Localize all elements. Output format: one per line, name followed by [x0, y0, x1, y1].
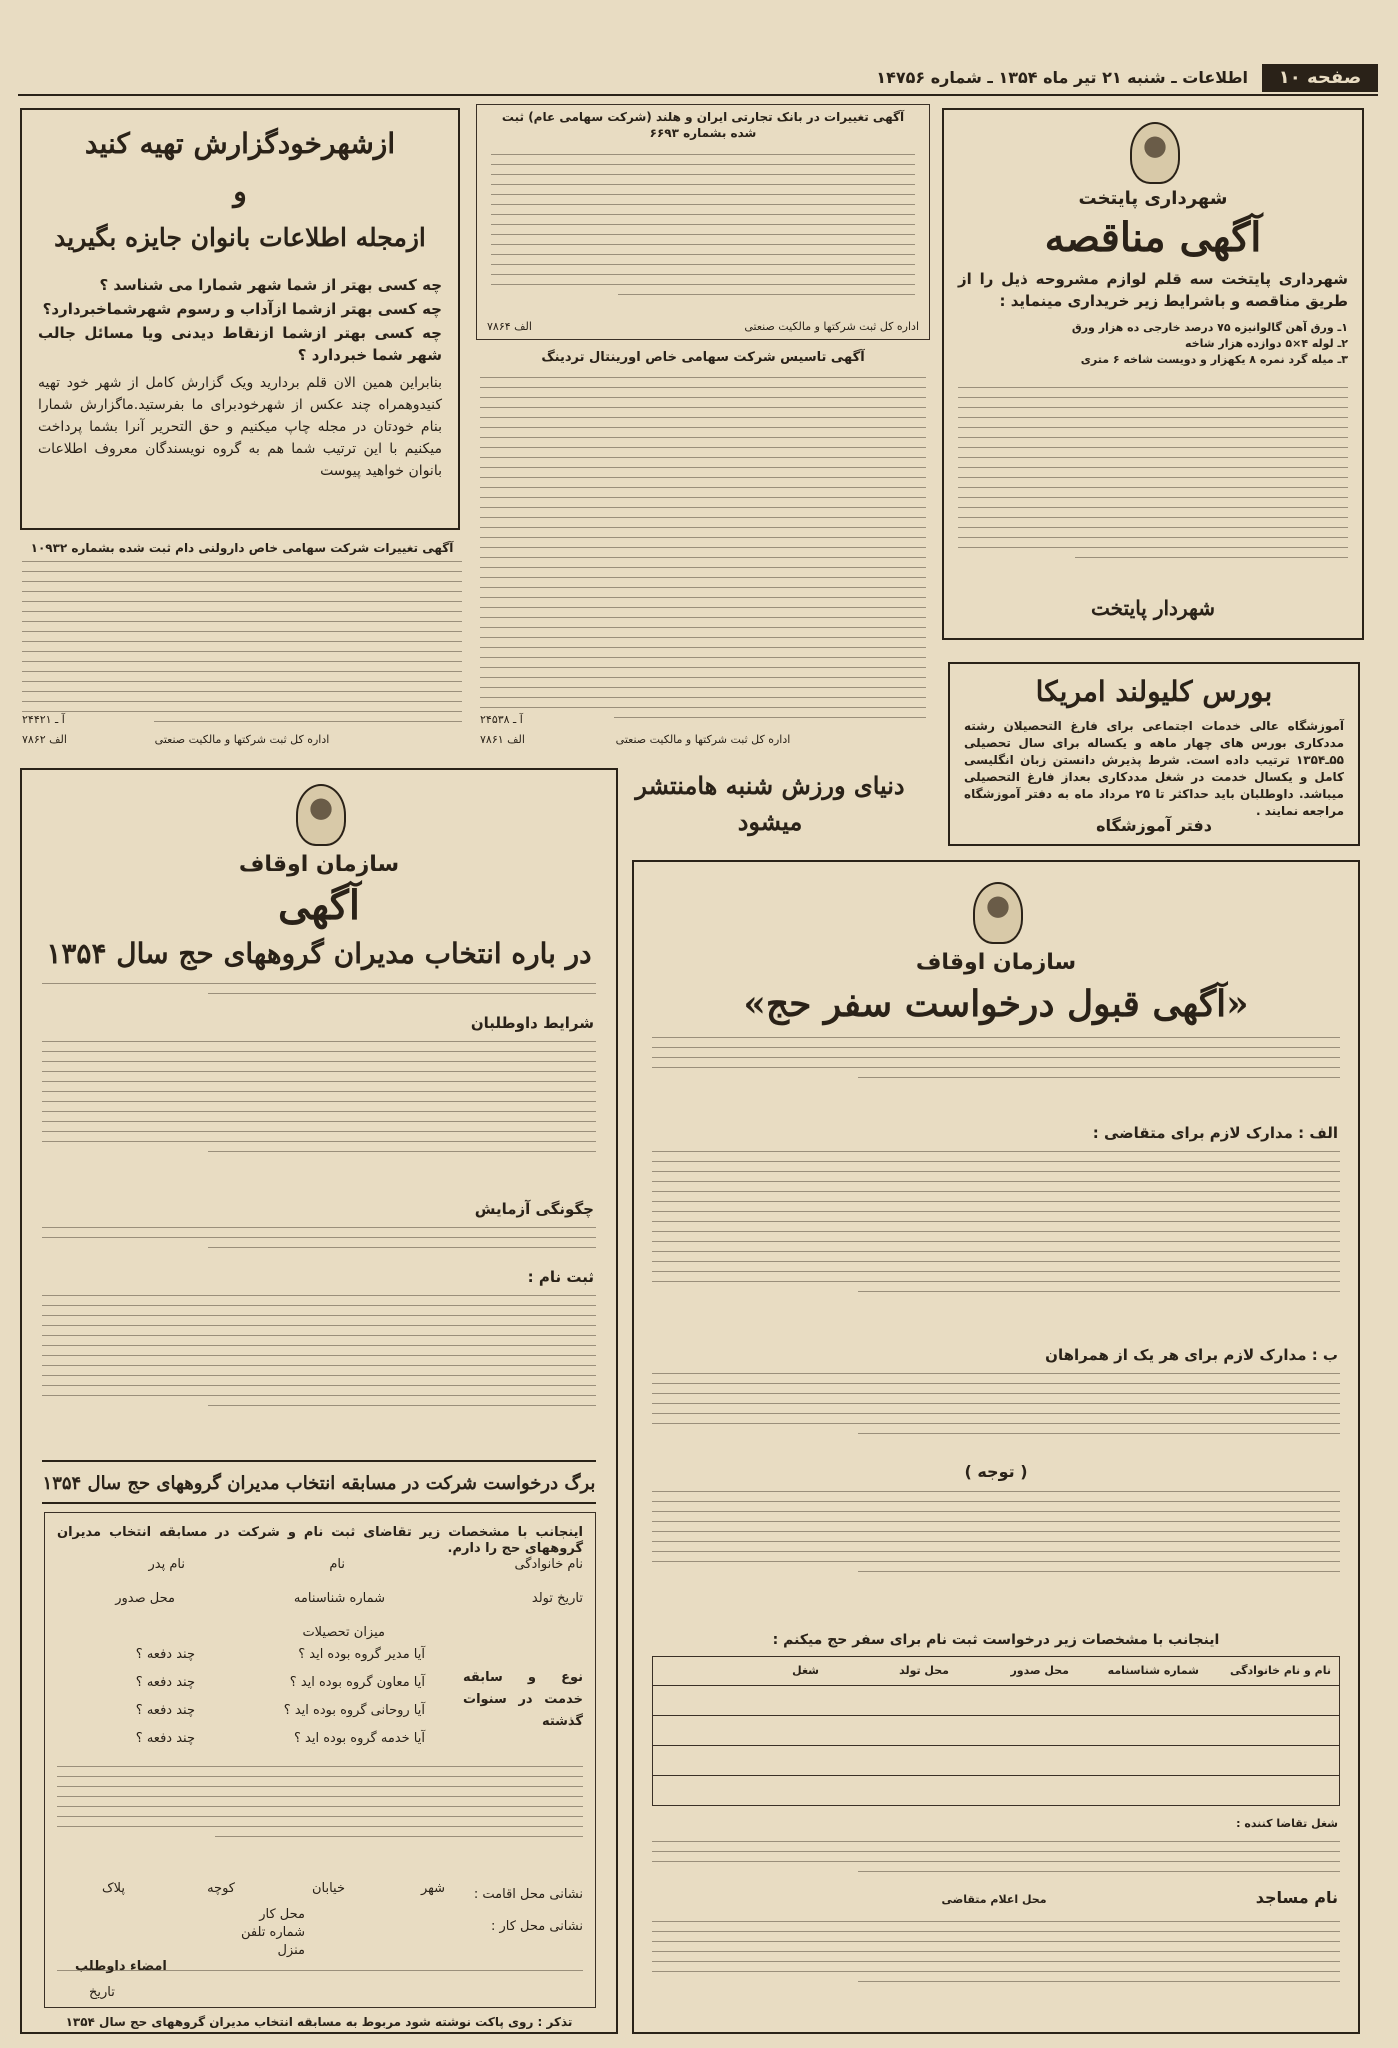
- bank-ad-title: آگهی تغییرات در بانک تجارتی ایران و هلند (شرکت سهامی عام) ثبت شده بشماره ۶۶۹۳: [501, 110, 905, 140]
- company-ad-title: آگهی تاسیس شرکت سهامی خاص اورینتال تردینگ: [541, 350, 865, 365]
- q-servant: آیا خدمه گروه بوده اید ؟: [294, 1731, 425, 1746]
- report-body: بنابراین همین الان قلم بردارید ویک گزارش کامل از شهر خود تهیه کنیدوهمراه چند عکس از شهرخودبرای ما بفرستید.ماگزارش شمارا بنام خودتان در مجله چاپ میکنیم و حق التحریر آنرا بشما پرداخت میکنیم با این ترتیب شما هم به گروه نویسندگان معروف اطلاعات بانوان خواهید پیوست: [38, 375, 442, 479]
- form-date-label: تاریخ: [89, 1985, 115, 2000]
- col-id: شماره شناسنامه: [1107, 1664, 1199, 1677]
- changes-ad-footer-left: الف ۷۸۶۲: [22, 733, 67, 746]
- field-family-label: نام خانوادگی: [514, 1557, 583, 1572]
- hajj-manager-subtitle: در باره انتخاب مدیران گروههای حج سال ۱۳۵۴: [46, 937, 592, 970]
- hajj-section-b: ب : مدارک لازم برای هر یک از همراهان: [1045, 1346, 1338, 1364]
- applicant-sign-label: امضاء داوطلب: [75, 1959, 167, 1974]
- company-ad-ref: آ ـ ۲۴۵۳۸: [480, 713, 523, 726]
- field-education-label: میزان تحصیلات: [302, 1625, 385, 1640]
- q-assistant-times: چند دفعه ؟: [135, 1675, 195, 1690]
- field-birth-label: تاریخ تولد: [531, 1591, 583, 1606]
- company-ad-footer: اداره کل ثبت شرکتها و مالکیت صنعتی: [615, 733, 791, 746]
- col-issue: محل صدور: [1010, 1664, 1069, 1677]
- changes-ad-title: آگهی تغییرات شرکت سهامی خاص دارولنی دام ثبت شده بشماره ۱۰۹۳۲: [30, 541, 454, 555]
- bank-ad-footer-left: الف ۷۸۶۴: [487, 320, 532, 333]
- bank-changes-ad: [476, 104, 930, 340]
- report-question-1: چه کسی بهتر از شما شهر شمارا می شناسد ؟: [99, 276, 442, 294]
- bourse-signature: دفتر آموزشگاه: [1096, 816, 1212, 835]
- municipality-emblem-icon: [1130, 122, 1180, 184]
- company-changes-ad: [20, 540, 464, 752]
- hajj-registration-heading: ثبت نام :: [527, 1268, 594, 1286]
- phone-home-label: منزل: [277, 1943, 305, 1958]
- phone-work-label: محل کار: [259, 1907, 305, 1922]
- hajj-manager-title: آگهی: [278, 882, 360, 929]
- hajj-envelope-note: تذکر : روی پاکت نوشته شود مربوط به مسابقه انتخاب مدیران گروههای حج سال ۱۳۵۴: [65, 2015, 573, 2029]
- hajj-form-title: برگ درخواست شرکت در مسابقه انتخاب مدیران گروههای حج سال ۱۳۵۴: [42, 1473, 596, 1494]
- hajj-request-org: سازمان اوقاف: [915, 950, 1077, 975]
- hajj-request-table: [652, 1656, 1340, 1806]
- hajj-manager-ad: [20, 768, 618, 2034]
- field-name-label: نام: [329, 1557, 345, 1572]
- hajj-request-ad: [632, 860, 1360, 2034]
- mosques-heading: نام مساجد: [1255, 1888, 1338, 1907]
- q-cleric-times: چند دفعه ؟: [135, 1703, 195, 1718]
- q-assistant: آیا معاون گروه بوده اید ؟: [289, 1675, 425, 1690]
- hajj-request-form-title: اینجانب با مشخصات زیر درخواست ثبت نام برای سفر حج میکنم :: [772, 1632, 1220, 1648]
- address-home-label: نشانی محل اقامت :: [473, 1887, 583, 1902]
- place-heading: محل اعلام متقاضی: [941, 1893, 1047, 1906]
- hajj-request-title: «آگهی قبول درخواست سفر حج»: [743, 983, 1249, 1025]
- tender-item-1: ۱ـ ورق آهن گالوانیزه ۷۵ درصد خارجی ده هزار ورق: [1071, 321, 1348, 334]
- field-father-label: نام پدر: [148, 1557, 185, 1572]
- tender-title: آگهی مناقصه: [1044, 214, 1262, 261]
- page-header: [18, 60, 1378, 96]
- page-number-badge: صفحه ۱۰: [1262, 64, 1378, 92]
- bourse-ad: [948, 662, 1360, 846]
- bourse-title: بورس کلیولند امریکا: [1035, 675, 1273, 708]
- hajj-note-title: ( توجه ): [964, 1462, 1028, 1481]
- q-servant-times: چند دفعه ؟: [135, 1731, 195, 1746]
- hajj-section-a: الف : مدارک لازم برای متقاضی :: [1092, 1124, 1338, 1142]
- bank-ad-footer-right: اداره کل ثبت شرکتها و مالکیت صنعتی: [744, 320, 919, 333]
- address-city-label: شهر: [420, 1881, 445, 1896]
- q-manager: آیا مدیر گروه بوده اید ؟: [298, 1647, 425, 1662]
- tender-item-2: ۲ـ لوله ۴×۵ دوازده هزار شاخه: [1185, 337, 1348, 350]
- bourse-body: آموزشگاه عالی خدمات اجتماعی برای فارغ التحصیلان رشته مددکاری بورس های چهار ماهه و یکساله برای سال تحصیلی ۵۵ـ۱۳۵۴ ترتیب داده است. شرط پذیرش دانستن زبان انگلیسی کامل و یکسال خدمت در شغل مددکاری بعداز فارغ التحصیلی میباشد. داوطلبان باید حداکثر تا ۲۵ مرداد ماه به دفتر آموزشگاه مراجعه نمایند .: [964, 719, 1344, 818]
- phone-label: شماره تلفن: [241, 1925, 305, 1940]
- changes-ad-ref: آ ـ ۲۴۴۲۱: [22, 713, 65, 726]
- col-job: شغل: [792, 1664, 819, 1677]
- request-job-label: شغل تقاضا کننده :: [1236, 1817, 1338, 1830]
- dateline: اطلاعات ـ شنبه ۲۱ تیر ماه ۱۳۵۴ ـ شماره ۱۴۷۵۶: [876, 68, 1248, 87]
- report-contest-ad: [20, 108, 460, 530]
- sports-note-line2: میشود: [737, 807, 803, 836]
- report-question-2: چه کسی بهتر ازشما ازآداب و رسوم شهرشماخبردارد؟: [42, 300, 442, 318]
- field-service-label: نوع و سابقه خدمت در سنوات گذشته: [463, 1670, 583, 1729]
- sports-note-line1: دنیای ورزش شنبه هامنتشر: [635, 771, 905, 800]
- field-id-label: شماره شناسنامه: [293, 1591, 385, 1606]
- hajj-application-form: [44, 1512, 596, 2008]
- field-issue-label: محل صدور: [115, 1591, 175, 1606]
- company-ad-footer-left: الف ۷۸۶۱: [480, 733, 525, 746]
- q-manager-times: چند دفعه ؟: [135, 1647, 195, 1662]
- col-birth: محل تولد: [899, 1664, 949, 1677]
- awqaf-emblem-icon-2: [973, 882, 1023, 944]
- q-cleric: آیا روحانی گروه بوده اید ؟: [283, 1703, 425, 1718]
- col-family: نام و نام خانوادگی: [1230, 1664, 1331, 1677]
- tender-lead: شهرداری پایتخت سه قلم لوازم مشروحه ذیل را از طریق مناقصه و باشرایط زیر خریداری مینماید :: [958, 270, 1348, 310]
- form-intro: اینجانب با مشخصات زیر تقاضای ثبت نام و شرکت در مسابقه انتخاب مدیران گروههای حج را دارم.: [57, 1525, 583, 1556]
- tender-org: شهرداری پایتخت: [1078, 188, 1228, 209]
- tender-item-3: ۳ـ میله گرد نمره ۸ یکهزار و دویست شاخه ۶ متری: [1080, 353, 1348, 366]
- hajj-exam-heading: چگونگی آزمایش: [474, 1200, 594, 1218]
- report-question-3: چه کسی بهتر ازشما ازنقاط دیدنی ویا مسائل جالب شهر شما خبردارد ؟: [38, 324, 442, 364]
- address-alley-label: کوچه: [207, 1881, 235, 1896]
- hajj-manager-org: سازمان اوقاف: [238, 852, 400, 877]
- tender-signature: شهردار پایتخت: [1091, 596, 1215, 620]
- address-street-label: خیابان: [311, 1881, 345, 1896]
- address-work-label: نشانی محل کار :: [490, 1919, 583, 1934]
- tender-ad: [942, 108, 1364, 640]
- report-title-1: ازشهرخودگزارش تهیه کنید: [84, 127, 396, 160]
- company-founding-ad: [476, 350, 930, 752]
- report-title-2: و: [233, 175, 247, 208]
- hajj-conditions-heading: شرایط داوطلبان: [470, 1014, 594, 1032]
- changes-ad-footer: اداره کل ثبت شرکتها و مالکیت صنعتی: [154, 733, 330, 746]
- report-title-3: ازمجله اطلاعات بانوان جایزه بگیرید: [54, 223, 426, 252]
- address-no-label: پلاک: [101, 1881, 125, 1896]
- awqaf-emblem-icon: [296, 784, 346, 846]
